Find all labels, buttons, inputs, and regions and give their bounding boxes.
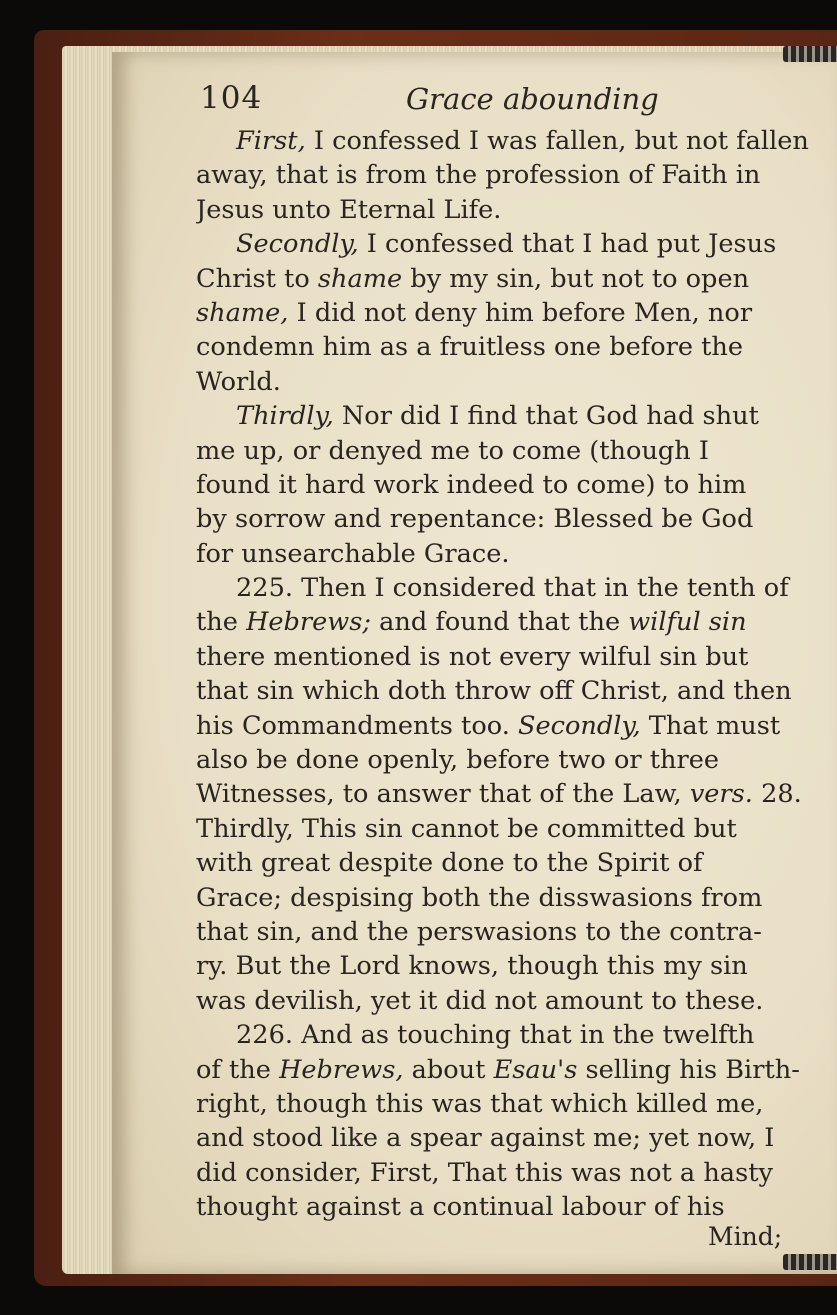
line-text: condemn him as a fruitless one before the — [196, 332, 744, 363]
text-line — [196, 227, 816, 261]
line-text: selling his Birth- — [577, 1054, 800, 1085]
line-text: That must — [640, 710, 781, 741]
line-text: World. — [196, 366, 281, 397]
text-line — [196, 1190, 816, 1224]
italic-text: shame, — [196, 297, 289, 328]
text-line — [196, 193, 816, 227]
text-line — [196, 812, 816, 846]
text-line — [196, 262, 816, 296]
line-text: that sin which doth throw off Christ, and then — [196, 676, 792, 707]
italic-text: shame — [317, 263, 403, 294]
text-line — [196, 124, 816, 158]
line-text: Nor did I find that God had shut — [333, 401, 759, 432]
clasp-bottom — [783, 1254, 837, 1270]
line-text: Jesus unto Eternal Life. — [196, 194, 502, 225]
text-line — [196, 1053, 816, 1087]
line-text: I did not deny him before Men, nor — [288, 297, 753, 328]
italic-text: vers. — [689, 779, 753, 810]
text-line — [196, 1156, 816, 1190]
text-line — [196, 330, 816, 364]
text-line — [196, 709, 816, 743]
line-text: I confessed I was fallen, but not fallen — [305, 126, 809, 156]
text-line — [196, 571, 816, 605]
line-text: ry. But the Lord knows, though this my sin — [196, 951, 748, 982]
text-line — [196, 1121, 816, 1155]
line-text: there mentioned is not every wilful sin but — [196, 641, 749, 672]
line-text: by sorrow and repentance: Blessed be God — [196, 504, 754, 535]
line-text: 28. — [752, 779, 802, 810]
text-line — [196, 365, 816, 399]
text-line — [196, 674, 816, 708]
text-line — [196, 1018, 816, 1052]
line-text: for unsearchable Grace. — [196, 538, 510, 569]
text-line — [196, 399, 816, 433]
line-text: Witnesses, to answer that of the Law, — [196, 779, 690, 810]
italic-text: First, — [236, 126, 306, 156]
italic-text: Esau's — [493, 1054, 578, 1085]
line-text: about — [403, 1054, 494, 1085]
text-line — [196, 158, 816, 192]
line-text: also be done openly, before two or three — [196, 745, 720, 776]
text-line — [196, 434, 816, 468]
line-text: found it hard work indeed to come) to him — [196, 469, 747, 500]
italic-text: Thirdly, — [236, 401, 334, 432]
catchword: Mind; — [708, 1222, 783, 1251]
italic-text: Hebrews; — [246, 607, 371, 638]
line-text: of the — [196, 1054, 280, 1085]
line-text: 226. And as touching that in the twelfth — [236, 1020, 755, 1051]
line-text: Thirdly, This sin cannot be committed but — [196, 813, 737, 844]
text-line — [196, 537, 816, 571]
line-text: and found that the — [370, 607, 629, 638]
line-text: away, that is from the profession of Faith in — [196, 160, 761, 191]
running-title: Grace abounding — [406, 82, 659, 116]
line-text: 225. Then I considered that in the tenth of — [236, 573, 789, 604]
line-text: was devilish, yet it did not amount to these. — [196, 985, 764, 1016]
text-line — [196, 743, 816, 777]
text-line — [196, 640, 816, 674]
text-line — [196, 1087, 816, 1121]
text-line — [196, 296, 816, 330]
text-line — [196, 881, 816, 915]
text-block — [196, 124, 816, 1225]
line-text: and stood like a spear against me; yet now, I — [196, 1123, 775, 1154]
page-header — [200, 80, 800, 126]
line-text: by my sin, but not to open — [402, 263, 750, 294]
line-text: that sin, and the perswasions to the contra- — [196, 916, 762, 947]
line-text: me up, or denyed me to come (though I — [196, 435, 710, 466]
text-line — [196, 984, 816, 1018]
line-text: Christ to — [196, 263, 318, 294]
text-line — [196, 777, 816, 811]
clasp-top — [783, 46, 837, 62]
line-text: I confessed that I had put Jesus — [358, 229, 777, 260]
text-line — [196, 915, 816, 949]
line-text: the — [196, 607, 247, 638]
text-line — [196, 468, 816, 502]
italic-text: Secondly, — [236, 229, 359, 260]
text-line — [196, 846, 816, 880]
italic-text: Secondly, — [517, 710, 641, 741]
line-text: thought against a continual labour of his — [196, 1192, 725, 1223]
text-line — [196, 605, 816, 639]
page-number: 104 — [200, 80, 263, 116]
text-line — [196, 502, 816, 536]
line-text: did consider, First, That this was not a hasty — [196, 1157, 773, 1188]
line-text: right, though this was that which killed me, — [196, 1088, 764, 1119]
line-text: Grace; despising both the disswasions from — [196, 882, 763, 913]
line-text: his Commandments too. — [196, 710, 518, 741]
italic-text: Hebrews, — [279, 1054, 404, 1085]
text-line — [196, 949, 816, 983]
line-text: with great despite done to the Spirit of — [196, 848, 703, 879]
italic-text: wilful sin — [628, 607, 747, 638]
